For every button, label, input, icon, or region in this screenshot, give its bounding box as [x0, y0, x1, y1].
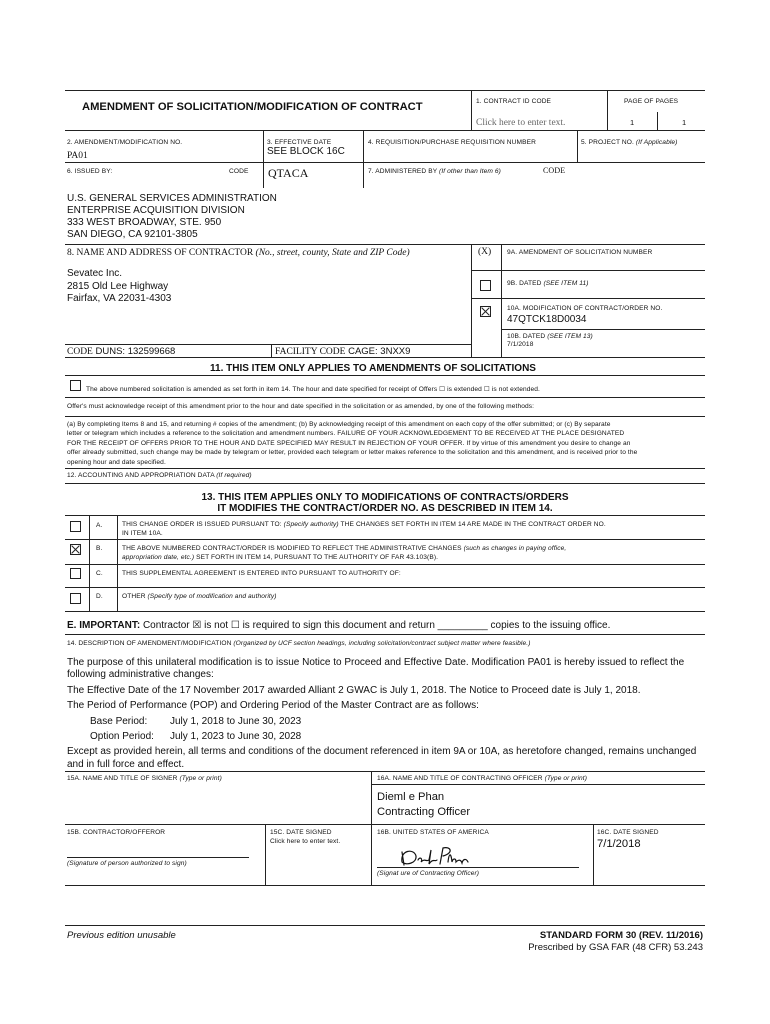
rule [657, 112, 658, 130]
issued-by-label: 6. ISSUED BY: [67, 168, 113, 175]
checkbox-9b[interactable] [480, 280, 491, 291]
effective-date-value: SEE BLOCK 16C [267, 146, 345, 157]
checkbox-13a[interactable] [70, 521, 81, 532]
amendment-no-label: 2. AMENDMENT/MODIFICATION NO. [67, 139, 183, 146]
facility-code-row: FACILITY CODE CAGE: 3NXX9 [275, 346, 411, 357]
rule [593, 824, 594, 885]
item-9b-label: 9B. DATED (SEE ITEM 11) [507, 280, 589, 287]
rule [89, 515, 90, 611]
rule [371, 771, 372, 885]
contractor-label: 8. NAME AND ADDRESS OF CONTRACTOR (No., street, county, State and ZIP Code) [67, 248, 410, 258]
item-13c-text: THIS SUPPLEMENTAL AGREEMENT IS ENTERED INTO PURSUANT TO AUTHORITY OF: [122, 570, 401, 577]
total-pages: 1 [682, 118, 687, 127]
rule [65, 483, 705, 484]
rule [471, 244, 472, 357]
rule [265, 824, 266, 885]
contractor-address: Sevatec Inc. 2815 Old Lee Highway Fairfax, VA 22031-4303 [67, 268, 172, 304]
item-13a-letter: A. [96, 522, 103, 529]
item-11-line1: The above numbered solicitation is amended as set forth in item 14. The hour and date specified for receipt of Offers ☐ is extended ☐ is not extended. [86, 386, 540, 393]
item-14-description: The purpose of this unilateral modification is to issue Notice to Proceed and Effective Date. Modification PA01 is hereby issued to reflect the following administrative changes: The Effective Date of the 17 November 2017 awarded Alliant 2 GWAC is July 1, 2018. The Notice to Proceed date is July 1, 2018. The Period of Performance (POP) and Ordering Period of the Master Contract are as follows: Base Period: July 1, 2018 to June 30, 2023 Option Period: July 1, 2023 to June 30, 2028 Except as provided herein, all terms and conditions of the document referenced in item 9A or 10A, as heretofore changed, remains unchanged and in full force and effect. [67, 657, 697, 770]
contract-id-field[interactable]: Click here to enter text. [476, 118, 566, 128]
checkbox-13c[interactable] [70, 568, 81, 579]
item-9a-label: 9A. AMENDMENT OF SOLICITATION NUMBER [507, 249, 653, 256]
rule [65, 416, 705, 417]
page-of-pages-label: PAGE OF PAGES [624, 98, 679, 105]
contract-id-label: 1. CONTRACT ID CODE [476, 98, 552, 105]
rule [363, 130, 364, 162]
contractor-code-row: CODE DUNS: 132599668 [67, 346, 176, 357]
item-14-label: 14. DESCRIPTION OF AMENDMENT/MODIFICATION (Organized by UCF section headings, including solicitation/contract subject matter where feasible.) [67, 640, 531, 647]
contracting-officer: Dieml e Phan Contracting Officer [377, 791, 471, 818]
item-10a-value: 47QTCK18D0034 [507, 314, 587, 325]
item-15a-label: 15A. NAME AND TITLE OF SIGNER (Type or print) [67, 775, 222, 782]
project-no-label: 5. PROJECT NO. (If Applicable) [581, 139, 678, 146]
item-16c-value: 7/1/2018 [597, 838, 641, 850]
amendment-no-value: PA01 [67, 151, 88, 161]
rule [65, 771, 705, 772]
x-column-header: (X) [478, 247, 492, 257]
administered-by-label: 7. ADMINISTERED BY (If other than Item 6) [368, 168, 501, 175]
rule [65, 344, 471, 345]
item-15c-field[interactable]: Click here to enter text. [270, 838, 341, 845]
item-16b-label: 16B. UNITED STATES OF AMERICA [377, 829, 489, 836]
issued-by-code-label: CODE [229, 168, 249, 175]
important-notice: E. IMPORTANT: Contractor ☒ is not ☐ is required to sign this document and return _________ copies to the issuing office. [67, 620, 611, 631]
rule [65, 90, 705, 91]
rule [471, 298, 705, 299]
item-15c-label: 15C. DATE SIGNED [270, 829, 332, 836]
checkbox-13b-checked[interactable] [70, 544, 81, 555]
item-16c-label: 16C. DATE SIGNED [597, 829, 659, 836]
rule [65, 564, 705, 565]
rule [263, 162, 264, 188]
item-11-heading: 11. THIS ITEM ONLY APPLIES TO AMENDMENTS OF SOLICITATIONS [210, 363, 536, 374]
rule [501, 244, 502, 357]
page-number: 1 [630, 118, 635, 127]
rule [65, 397, 705, 398]
rule [65, 925, 705, 926]
effective-date-label: 3. EFFECTIVE DATE [267, 139, 332, 146]
rule [65, 357, 705, 358]
rule [65, 130, 705, 131]
rule [65, 634, 705, 635]
signature-line-contractor [67, 857, 249, 858]
signature-line-officer [377, 867, 579, 868]
item-13b-letter: B. [96, 545, 103, 552]
footer-previous-edition: Previous edition unusable [67, 930, 176, 941]
item-13b-text: THE ABOVE NUMBERED CONTRACT/ORDER IS MODIFIED TO REFLECT THE ADMINISTRATIVE CHANGES (such as changes in paying office, appropriation date, etc.) SET FORTH IN ITEM 14, PURSUANT TO THE AUTHORITY OF FAR 43.103(B). [122, 545, 567, 561]
item-13d-letter: D. [96, 593, 103, 600]
rule [363, 162, 364, 188]
rule [65, 244, 705, 245]
item-11-line2: Offer's must acknowledge receipt of this amendment prior to the hour and date specified in the solicitation or as amended, by one of the following methods: [67, 403, 535, 410]
item-12-label: 12. ACCOUNTING AND APPROPRIATION DATA (If required) [67, 472, 252, 479]
item-10b-label: 10B. DATED (SEE ITEM 13) [507, 333, 593, 340]
rule [65, 375, 705, 376]
checkbox-item-11[interactable] [70, 380, 81, 391]
footer-form-info: STANDARD FORM 30 (REV. 11/2016) Prescribed by GSA FAR (48 CFR) 53.243 [528, 930, 703, 953]
rule [471, 90, 472, 130]
item-13-heading: 13. THIS ITEM APPLIES ONLY TO MODIFICATIONS OF CONTRACTS/ORDERS IT MODIFIES THE CONTRACT/ORDER NO. AS DESCRIBED IN ITEM 14. [201, 492, 569, 514]
item-10a-label: 10A. MODIFICATION OF CONTRACT/ORDER NO. [507, 305, 663, 312]
rule [65, 587, 705, 588]
issuer-address: U.S. GENERAL SERVICES ADMINISTRATION ENTERPRISE ACQUISITION DIVISION 333 WEST BROADWAY, STE. 950 SAN DIEGO, CA 92101-3805 [67, 193, 277, 240]
checkbox-13d[interactable] [70, 593, 81, 604]
rule [65, 539, 705, 540]
item-13c-letter: C. [96, 570, 103, 577]
rule [607, 90, 608, 130]
rule [371, 784, 705, 785]
rule [577, 130, 578, 162]
rule [65, 162, 705, 163]
rule [65, 468, 705, 469]
administered-code-label: CODE [543, 166, 566, 175]
rule [65, 515, 705, 516]
checkbox-10a-checked[interactable] [480, 306, 491, 317]
contractor-signature-caption: (Signature of person authorized to sign) [67, 860, 187, 867]
rule [117, 515, 118, 611]
rule [65, 611, 705, 612]
item-10b-value: 7/1/2018 [507, 341, 534, 348]
rule [263, 130, 264, 162]
rule [501, 329, 705, 330]
rule [65, 885, 705, 886]
form-title: AMENDMENT OF SOLICITATION/MODIFICATION OF CONTRACT [82, 101, 423, 113]
item-13a-text: THIS CHANGE ORDER IS ISSUED PURSUANT TO: (Specify authority) THE CHANGES SET FORTH IN ITEM 14 ARE MADE IN THE CONTRACT ORDER NO. IN ITEM 10A. [122, 521, 606, 537]
rule [271, 344, 272, 357]
rule [65, 824, 705, 825]
item-16a-label: 16A. NAME AND TITLE OF CONTRACTING OFFICER (Type or print) [377, 775, 588, 782]
officer-signature-caption: (Signat ure of Contracting Officer) [377, 870, 480, 877]
item-13d-text: OTHER (Specify type of modification and authority) [122, 593, 277, 600]
rule [471, 270, 705, 271]
item-11-paragraph: (a) By completing Items 8 and 15, and returning # copies of the amendment; (b) By acknowledging receipt of this amendment on each copy of the offer submitted; or (c) By separate letter or telegram which includes a reference to the solicitation and amendment numbers. FAILURE OF YOUR ACKNOWLEDGEMENT TO BE RECEIVED AT THE PLACE DESIGNATED FOR THE RECEIPT OF OFFERS PRIOR TO THE HOUR AND DATE SPECIFIED MAY RESULT IN REJECTION OF YOUR OFFER. If by virtue of this amendment you desire to change an offer already submitted, such change may be made by telegram or letter, provided each telegram or letter makes reference to the solicitation and this amendment, and is received prior to the opening hour and date specified. [67, 421, 638, 466]
item-15b-label: 15B. CONTRACTOR/OFFEROR [67, 829, 166, 836]
requisition-label: 4. REQUISITION/PURCHASE REQUISITION NUMBER [368, 139, 536, 146]
issued-by-code-value: QTACA [268, 166, 309, 180]
